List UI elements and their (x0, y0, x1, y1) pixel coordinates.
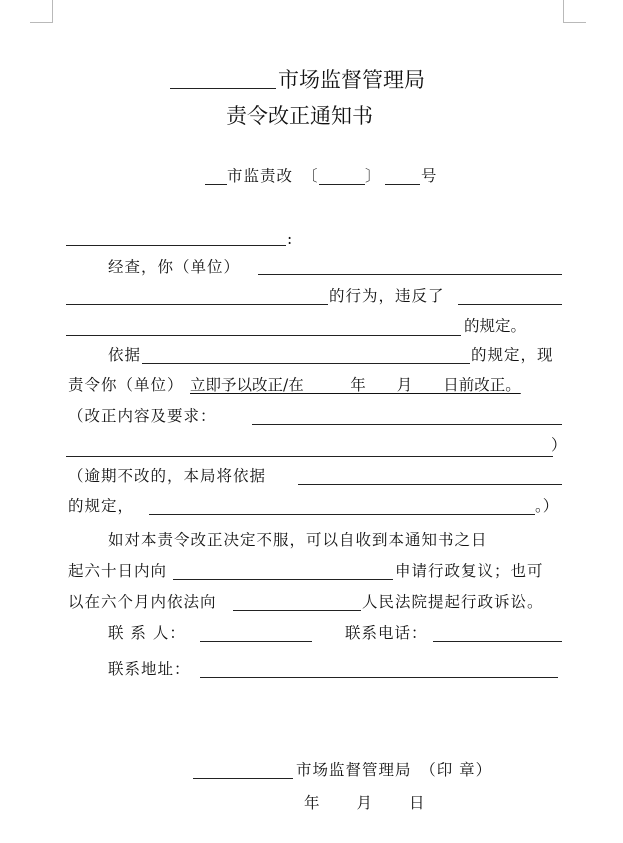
legal-basis-blank (142, 363, 470, 364)
contact-address-blank (200, 677, 558, 678)
overdue-start: （逾期不改的，本局将依据 (68, 467, 267, 485)
doc-number-area-blank (205, 184, 227, 185)
appeal-line3-end: 人民法院提起行政诉讼。 (362, 593, 544, 611)
appeal-line2-end: 申请行政复议；也可 (395, 562, 544, 580)
addressee-blank (66, 245, 286, 246)
appeal-line1: 如对本责令改正决定不服，可以自收到本通知书之日 (108, 531, 488, 549)
para1-end: 的规定。 (464, 317, 527, 335)
overdue-end-label: 的规定， (68, 497, 135, 515)
crop-mark-top-right-h (563, 22, 586, 23)
doc-number-lbracket: 〔 (302, 167, 318, 185)
correction-blank-2 (66, 456, 553, 457)
contact-person-label: 联 系 人： (108, 624, 186, 642)
signature-date: 年 月 日 (304, 794, 427, 812)
correction-close: ） (551, 436, 567, 454)
agency-name-blank (170, 88, 276, 89)
para2-order: 责令你（单位） (68, 376, 184, 394)
contact-person-blank (200, 641, 312, 642)
violated-law-blank-2 (66, 335, 461, 336)
appeal-line2-start: 起六十日内向 (68, 562, 168, 580)
contact-phone-blank (433, 641, 562, 642)
para2-start: 依据 (108, 346, 142, 364)
appeal-line3-start: 以在六个月内依法向 (68, 593, 217, 611)
doc-number-year-blank (319, 184, 365, 185)
crop-mark-top-left-h (30, 22, 53, 23)
correction-blank-1 (252, 424, 562, 425)
contact-phone-label: 联系电话： (345, 624, 428, 642)
crop-mark-top-right-v (563, 0, 564, 22)
doc-number-rbracket: 〕 (365, 167, 381, 185)
violated-law-blank-1 (458, 304, 562, 305)
doc-number-suffix: 号 (421, 167, 437, 185)
correction-label: （改正内容及要求： (68, 407, 217, 425)
para1-mid: 的行为，违反了 (329, 287, 445, 305)
violation-behavior-blank (66, 304, 328, 305)
doc-number-prefix: 市监责改 (227, 167, 294, 185)
para2-mid: 的规定，现 (471, 346, 554, 364)
agency-suffix: 市场监督管理局 (278, 68, 425, 92)
overdue-law-blank-1 (298, 484, 562, 485)
crop-mark-top-left-v (52, 0, 53, 22)
review-authority-blank (173, 579, 393, 580)
para1-start: 经查，你（单位） (108, 258, 241, 276)
party-name-blank (258, 274, 562, 275)
court-blank (233, 610, 361, 611)
para2-order-detail: 立即予以改正/在 年 月 日前改正。 (190, 376, 521, 394)
overdue-law-blank-2 (149, 514, 535, 515)
issuing-agency-blank (193, 778, 293, 779)
addressee-colon: : (287, 230, 293, 248)
overdue-close: 。） (535, 497, 559, 515)
page-title: 责令改正通知书 (226, 104, 373, 128)
doc-number-serial-blank (385, 184, 420, 185)
agency-seal: 市场监督管理局 （印 章） (296, 761, 493, 779)
contact-address-label: 联系地址： (108, 660, 191, 678)
